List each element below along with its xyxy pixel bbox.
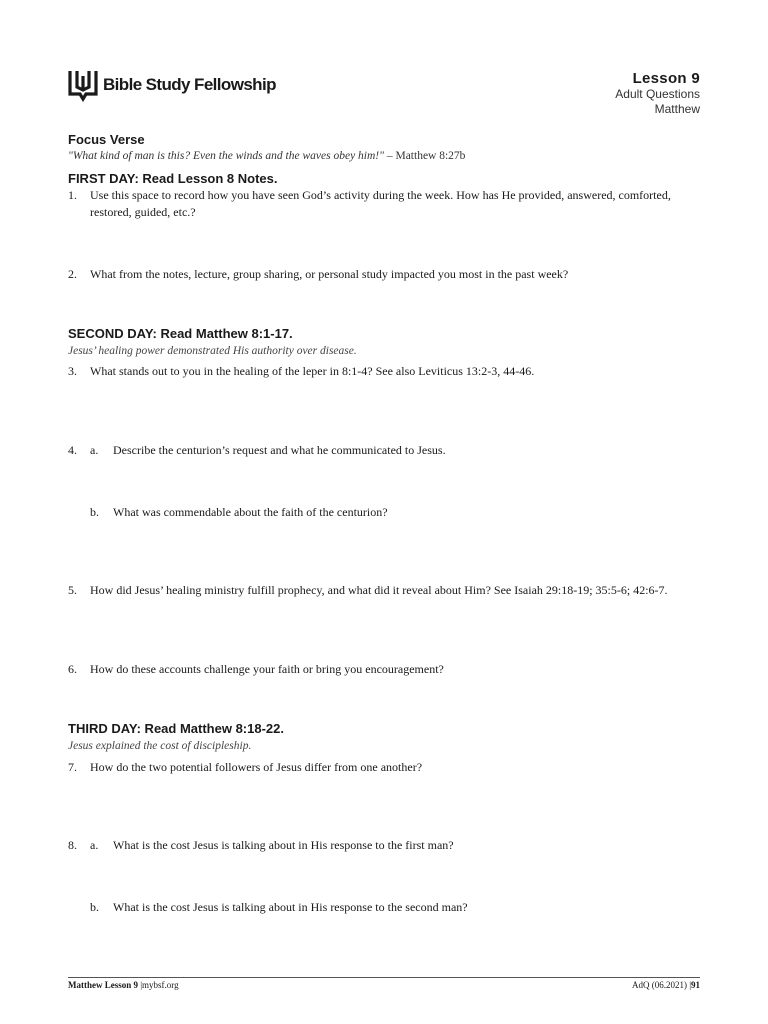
focus-verse-reference: – Matthew 8:27b — [383, 150, 466, 162]
lesson-title: Lesson 9 — [632, 70, 700, 87]
third-day-heading: THIRD DAY: Read Matthew 8:18-22. — [68, 721, 284, 736]
question-number: 1. — [68, 188, 77, 202]
question-sub-letter: b. — [90, 505, 99, 519]
question-text: How did Jesus’ healing ministry fulfill prophecy, and what did it reveal about Him? See Isaiah 29:18-19; 35:5-6; 42:6-7. — [90, 583, 668, 597]
lesson-info — [615, 70, 700, 117]
question-7 — [68, 759, 700, 776]
question-6 — [68, 661, 700, 678]
question-text: Describe the centurion’s request and what he communicated to Jesus. — [113, 443, 446, 457]
question-number: 4. — [68, 443, 77, 457]
question-1 — [68, 187, 700, 221]
focus-verse — [68, 150, 465, 162]
question-number: 7. — [68, 760, 77, 774]
question-text: What from the notes, lecture, group sharing, or personal study impacted you most in the past week? — [90, 267, 569, 281]
logo-text: Bible Study Fellowship — [103, 75, 276, 94]
question-8b — [90, 899, 722, 916]
footer-left — [68, 980, 179, 990]
question-text: What stands out to you in the healing of the leper in 8:1-4? See also Leviticus 13:2-3, 44-46. — [90, 364, 535, 378]
question-sub-letter: a. — [90, 838, 99, 852]
question-4a — [68, 442, 700, 459]
third-day-subtitle: Jesus explained the cost of discipleship. — [68, 740, 252, 752]
bsf-logo — [68, 68, 276, 102]
question-number: 6. — [68, 662, 77, 676]
question-text: What is the cost Jesus is talking about in His response to the second man? — [113, 900, 468, 914]
footer-website: |mybsf.org — [138, 980, 179, 990]
question-3 — [68, 363, 700, 380]
question-sub-letter: b. — [90, 900, 99, 914]
footer-right — [632, 980, 700, 990]
question-number: 8. — [68, 838, 77, 852]
question-text: What was commendable about the faith of the centurion? — [113, 505, 388, 519]
footer-lesson-label: Matthew Lesson 9 — [68, 980, 138, 990]
focus-verse-quote: "What kind of man is this? Even the winds and the waves obey him!" — [68, 150, 384, 162]
question-sub-letter: a. — [90, 443, 99, 457]
book-label: Matthew — [654, 102, 700, 116]
audience-label: Adult Questions — [615, 87, 700, 101]
second-day-subtitle: Jesus’ healing power demonstrated His authority over disease. — [68, 345, 357, 357]
footer-edition: AdQ (06.2021) | — [631, 980, 691, 990]
question-5 — [68, 582, 700, 599]
second-day-heading: SECOND DAY: Read Matthew 8:1-17. — [68, 326, 293, 341]
question-2 — [68, 266, 700, 283]
question-text: What is the cost Jesus is talking about in His response to the first man? — [113, 838, 454, 852]
question-8a — [68, 837, 700, 854]
question-text: How do these accounts challenge your faith or bring you encouragement? — [90, 662, 444, 676]
focus-verse-heading: Focus Verse — [68, 132, 145, 147]
question-number: 2. — [68, 267, 77, 281]
open-book-icon — [68, 68, 98, 102]
first-day-heading: FIRST DAY: Read Lesson 8 Notes. — [68, 171, 278, 186]
question-number: 3. — [68, 364, 77, 378]
question-text: Use this space to record how you have seen God’s activity during the week. How has He provided, answered, comforted, restored, guided, etc.? — [90, 188, 671, 219]
footer-divider — [68, 977, 700, 978]
question-4b — [90, 504, 722, 521]
question-text: How do the two potential followers of Jesus differ from one another? — [90, 760, 423, 774]
question-number: 5. — [68, 583, 77, 597]
page-number: 91 — [691, 980, 700, 990]
